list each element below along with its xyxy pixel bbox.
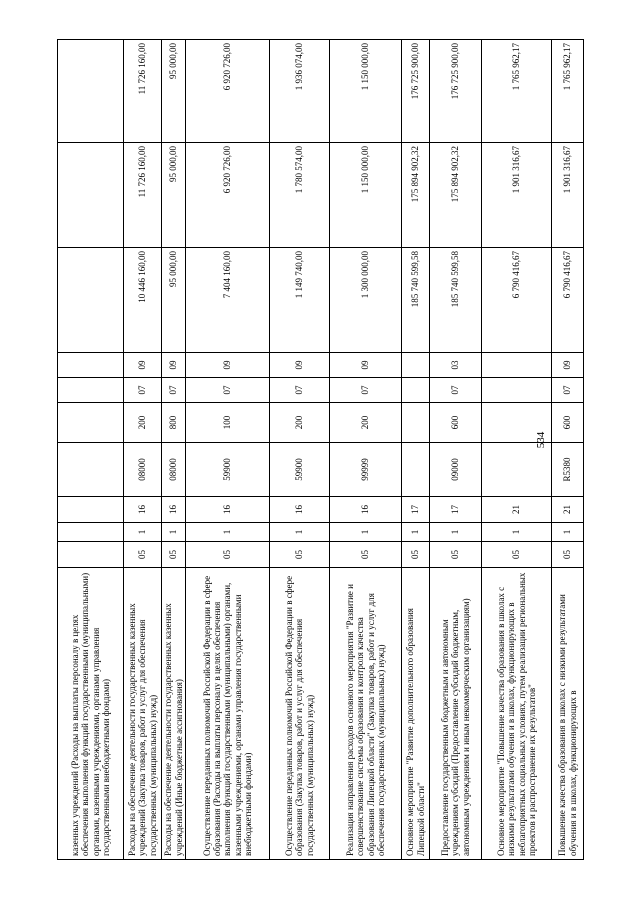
- row-description: Предоставление государственным бюджетным и автономным учреждениям субсидий (Предоставление субсидий бюджетным, автономным учреждениям и иным некоммерческим организациям): [430, 568, 482, 860]
- code-subsection: [402, 353, 430, 378]
- amount-year-2: 95 000,00: [162, 143, 186, 248]
- code-subsection: [58, 353, 124, 378]
- code-ministry: 05: [552, 542, 584, 568]
- code-ministry: 05: [402, 542, 430, 568]
- code-program: 1: [162, 523, 186, 542]
- code-program: 1: [482, 523, 552, 542]
- table-row: [58, 40, 124, 860]
- row-description: Реализация направления расходов основного мероприятия "Развитие и совершенствование системы образования и контроля качества образования Липецкой области" (Закупка товаров, работ и услуг для обеспечения государственных (муниципальных) нужд): [330, 568, 402, 860]
- code-activity: 16: [124, 497, 162, 523]
- amount-year-3: 1 765 962,17: [552, 40, 584, 143]
- amount-year-1: 10 446 160,00: [124, 248, 162, 353]
- table-row: [482, 40, 552, 860]
- code-activity: 17: [430, 497, 482, 523]
- code-section: 07: [124, 378, 162, 403]
- code-direction: 99999: [330, 443, 402, 497]
- code-subsection: 09: [124, 353, 162, 378]
- amount-year-2: 175 894 902,32: [402, 143, 430, 248]
- amount-year-1: 185 740 599,58: [402, 248, 430, 353]
- code-ministry: 05: [162, 542, 186, 568]
- amount-year-2: 1 780 574,00: [270, 143, 330, 248]
- code-expense-type: 800: [162, 403, 186, 443]
- table-row: [552, 40, 584, 860]
- row-description: Расходы на обеспечение деятельности государственных казенных учреждений (Иные бюджетные ассигнования): [162, 568, 186, 860]
- code-activity: 16: [270, 497, 330, 523]
- code-program: [58, 523, 124, 542]
- row-description: Осуществление переданных полномочий Российской Федерации в сфере образования (Закупка товаров, работ и услуг для обеспечения государственных (муниципальных) нужд): [270, 568, 330, 860]
- code-expense-type: 200: [270, 403, 330, 443]
- code-activity: 16: [330, 497, 402, 523]
- code-activity: 16: [162, 497, 186, 523]
- table-row: [270, 40, 330, 860]
- code-ministry: 05: [330, 542, 402, 568]
- code-activity: 16: [186, 497, 270, 523]
- code-ministry: 05: [482, 542, 552, 568]
- code-direction: 59900: [270, 443, 330, 497]
- amount-year-1: [58, 248, 124, 353]
- code-direction: 09000: [430, 443, 482, 497]
- code-activity: 21: [482, 497, 552, 523]
- code-program: 1: [430, 523, 482, 542]
- code-program: 1: [186, 523, 270, 542]
- code-expense-type: 600: [430, 403, 482, 443]
- code-section: 07: [270, 378, 330, 403]
- amount-year-2: [58, 143, 124, 248]
- amount-year-2: 1 150 000,00: [330, 143, 402, 248]
- code-subsection: 03: [430, 353, 482, 378]
- table-row: [124, 40, 162, 860]
- code-expense-type: [402, 403, 430, 443]
- code-subsection: [482, 353, 552, 378]
- code-section: 07: [186, 378, 270, 403]
- code-program: 1: [124, 523, 162, 542]
- row-description: Основное мероприятие "Развитие дополнительного образования Липецкой области": [402, 568, 430, 860]
- code-direction: 59900: [186, 443, 270, 497]
- code-subsection: 09: [270, 353, 330, 378]
- code-section: 07: [430, 378, 482, 403]
- code-subsection: 09: [162, 353, 186, 378]
- code-section: 07: [330, 378, 402, 403]
- amount-year-2: 175 894 902,32: [430, 143, 482, 248]
- code-subsection: 09: [552, 353, 584, 378]
- budget-table-container: [57, 40, 583, 860]
- amount-year-1: 1 149 740,00: [270, 248, 330, 353]
- amount-year-3: [58, 40, 124, 143]
- amount-year-3: 6 920 726,00: [186, 40, 270, 143]
- code-expense-type: 200: [124, 403, 162, 443]
- amount-year-1: 185 740 599,58: [430, 248, 482, 353]
- code-subsection: 09: [330, 353, 402, 378]
- code-program: 1: [270, 523, 330, 542]
- code-ministry: 05: [270, 542, 330, 568]
- code-ministry: 05: [124, 542, 162, 568]
- amount-year-3: 176 725 900,00: [402, 40, 430, 143]
- row-description: казенных учреждений (Расходы на выплаты персоналу в целях обеспечения выполнения функций государственными (муниципальными) органами, казенными учреждениями, органами управления государственными внебюджетными фондами): [58, 568, 124, 860]
- amount-year-3: 1 150 000,00: [330, 40, 402, 143]
- table-row: [330, 40, 402, 860]
- code-direction: 08000: [162, 443, 186, 497]
- code-activity: 21: [552, 497, 584, 523]
- code-direction: R5380: [552, 443, 584, 497]
- table-row: [402, 40, 430, 860]
- code-direction: [402, 443, 430, 497]
- budget-table: [57, 39, 584, 860]
- amount-year-3: 11 726 160,00: [124, 40, 162, 143]
- code-activity: [58, 497, 124, 523]
- code-section: [58, 378, 124, 403]
- amount-year-3: 95 000,00: [162, 40, 186, 143]
- code-section: 07: [162, 378, 186, 403]
- row-description: Основное мероприятие "Повышение качества образования в школах с низкими результатами обучения и в школах, функционирующих в неблагоприятных социальных условиях, путем реализации региональных проектов и распространение их результатов": [482, 568, 552, 860]
- amount-year-3: 1 765 962,17: [482, 40, 552, 143]
- code-expense-type: [58, 403, 124, 443]
- amount-year-2: 6 920 726,00: [186, 143, 270, 248]
- amount-year-2: 1 901 316,67: [552, 143, 584, 248]
- code-activity: 17: [402, 497, 430, 523]
- row-description: Осуществление переданных полномочий Российской Федерации в сфере образования (Расходы на выплаты персоналу в целях обеспечения выполнения функций государственными (муниципальными) органами, казенными учреждениями, органами управления государственными внебюджетными фондами): [186, 568, 270, 860]
- code-ministry: 05: [430, 542, 482, 568]
- code-section: 07: [552, 378, 584, 403]
- amount-year-1: 6 790 416,67: [482, 248, 552, 353]
- row-description: Повышение качества образования в школах с низкими результатами обучения и в школах, функционирующих в: [552, 568, 584, 860]
- amount-year-2: 11 726 160,00: [124, 143, 162, 248]
- amount-year-3: 1 936 074,00: [270, 40, 330, 143]
- table-row: [430, 40, 482, 860]
- code-section: [482, 378, 552, 403]
- code-expense-type: 600: [552, 403, 584, 443]
- code-subsection: 09: [186, 353, 270, 378]
- amount-year-1: 7 404 160,00: [186, 248, 270, 353]
- code-ministry: 05: [186, 542, 270, 568]
- code-program: 1: [330, 523, 402, 542]
- code-expense-type: 100: [186, 403, 270, 443]
- amount-year-2: 1 901 316,67: [482, 143, 552, 248]
- code-expense-type: [482, 403, 552, 443]
- table-row: [186, 40, 270, 860]
- page-number: 534: [535, 431, 547, 449]
- code-direction: 08000: [124, 443, 162, 497]
- code-section: [402, 378, 430, 403]
- amount-year-3: 176 725 900,00: [430, 40, 482, 143]
- row-description: Расходы на обеспечение деятельности государственных казенных учреждений (Закупка товаров, работ и услуг для обеспечения государственных (муниципальных) нужд): [124, 568, 162, 860]
- amount-year-1: 1 300 000,00: [330, 248, 402, 353]
- amount-year-1: 95 000,00: [162, 248, 186, 353]
- code-direction: [482, 443, 552, 497]
- code-direction: [58, 443, 124, 497]
- code-expense-type: 200: [330, 403, 402, 443]
- table-row: [162, 40, 186, 860]
- code-program: 1: [552, 523, 584, 542]
- code-ministry: [58, 542, 124, 568]
- code-program: 1: [402, 523, 430, 542]
- amount-year-1: 6 790 416,67: [552, 248, 584, 353]
